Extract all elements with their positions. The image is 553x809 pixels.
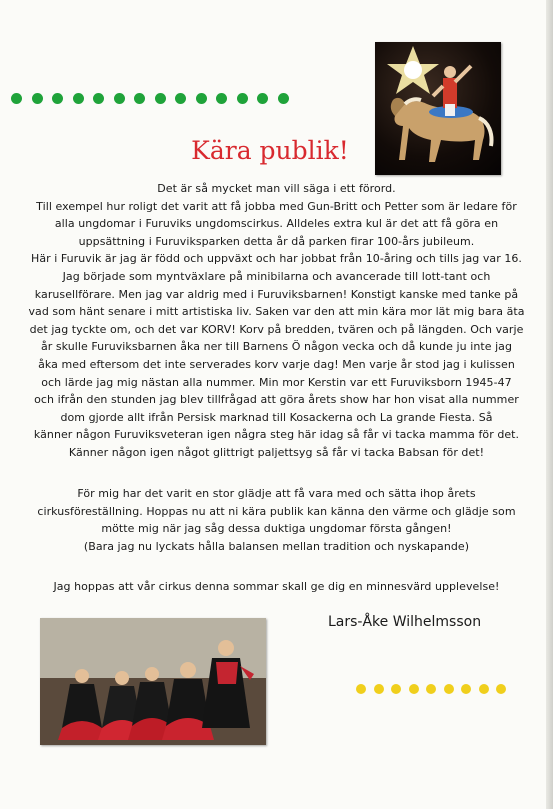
decorative-dot	[461, 684, 471, 694]
paragraph-gratitude	[0, 485, 553, 555]
text-line: Till exempel hur roligt det varit att få jobba med Gun-Britt och Petter som är ledare för	[36, 199, 517, 213]
decorative-dot	[11, 93, 22, 104]
decorative-dot	[73, 93, 84, 104]
paragraph-wish	[0, 578, 553, 596]
text-line: vad som hänt senare i mitt artistiska liv. Saken var den att min kära mor lät mig bara äta	[28, 305, 525, 319]
decorative-dot	[391, 684, 401, 694]
horse-performer-photo	[375, 42, 501, 175]
decorative-dot	[196, 93, 207, 104]
decorative-dot	[114, 93, 125, 104]
green-dot-row	[11, 93, 289, 104]
young-dancers-photo	[40, 618, 266, 745]
spotlight-star-icon	[387, 46, 439, 94]
text-line: (Bara jag nu lyckats hålla balansen mellan tradition och nyskapande)	[83, 539, 470, 553]
decorative-dot	[374, 684, 384, 694]
text-line: cirkusföreställning. Hoppas nu att ni kära publik kan känna den värme och glädje som	[37, 504, 516, 518]
text-line: känner någon Furuviksveteran igen några steg här idag så får vi tacka mamma för det.	[33, 428, 520, 442]
signature: Lars-Åke Wilhelmsson	[328, 614, 482, 630]
text-line: karusellförare. Men jag var aldrig med i Furuviksbarnen! Konstigt kanske med tanke på	[34, 287, 519, 301]
text-line: mötte mig när jag såg dessa duktiga ungdomar första gången!	[101, 522, 452, 536]
text-line: och ifrån den stunden jag blev tillfrågad att göra årets show har hon visat alla nummer	[34, 393, 519, 407]
dancers-illustration	[40, 618, 266, 745]
text-line: Jag började som myntväxlare på minibilarna och avancerade till lott-tant och	[62, 269, 491, 283]
decorative-dot	[155, 93, 166, 104]
text-line: det jag tyckte om, och det var KORV! Korv på bredden, tvären och på längden. Och varje	[29, 322, 524, 336]
text-line: alla ungdomar i Furuviks ungdomscirkus. Alldeles extra kul är det att få göra en	[54, 217, 499, 231]
text-line: Känner någon igen något glittrigt paljettsyg så får vi tacka Babsan för det!	[68, 445, 485, 459]
decorative-dot	[356, 684, 366, 694]
decorative-dot	[32, 93, 43, 104]
text-line: uppsättning i Furuviksparken detta år då parken firar 100-års jubileum.	[78, 234, 475, 248]
text-line: och lärde jag mig nästan alla nummer. Min mor Kerstin var ett Furuviksborn 1945-47	[41, 375, 512, 389]
page-title: Kära publik!	[191, 136, 349, 165]
text-line: åka med eftersom det inte serverades korv varje dag! Men varje år stod jag i kulissen	[38, 357, 515, 371]
horse-performer-illustration	[375, 42, 501, 175]
decorative-dot	[52, 93, 63, 104]
decorative-dot	[134, 93, 145, 104]
text-line: För mig har det varit en stor glädje att få vara med och sätta ihop årets	[77, 487, 476, 500]
decorative-dot	[175, 93, 186, 104]
decorative-dot	[216, 93, 227, 104]
decorative-dot	[409, 684, 419, 694]
decorative-dot	[93, 93, 104, 104]
decorative-dot	[257, 93, 268, 104]
text-line: år skulle Furuviksbarnen åka ner till Barnens Ö någon vecka och då kunde ju inte jag	[40, 340, 513, 354]
decorative-dot	[444, 684, 454, 694]
text-line: dom gjorde allt ifrån Persisk marknad till Kosackerna och La grande Fiesta. Så	[60, 410, 493, 424]
text-line: Här i Furuvik är jag är född och uppväxt och har jobbat från 10-åring och tills jag var 16.	[31, 252, 522, 266]
decorative-dot	[496, 684, 506, 694]
decorative-dot	[426, 684, 436, 694]
text-line: Det är så mycket man vill säga i ett förord.	[157, 182, 396, 195]
paragraph-foreword	[0, 180, 553, 462]
decorative-dot	[479, 684, 489, 694]
yellow-dot-row	[356, 684, 506, 694]
decorative-dot	[237, 93, 248, 104]
decorative-dot	[278, 93, 289, 104]
horse-figure	[391, 98, 492, 162]
text-line: Jag hoppas att vår cirkus denna sommar skall ge dig en minnesvärd upplevelse!	[53, 580, 500, 593]
